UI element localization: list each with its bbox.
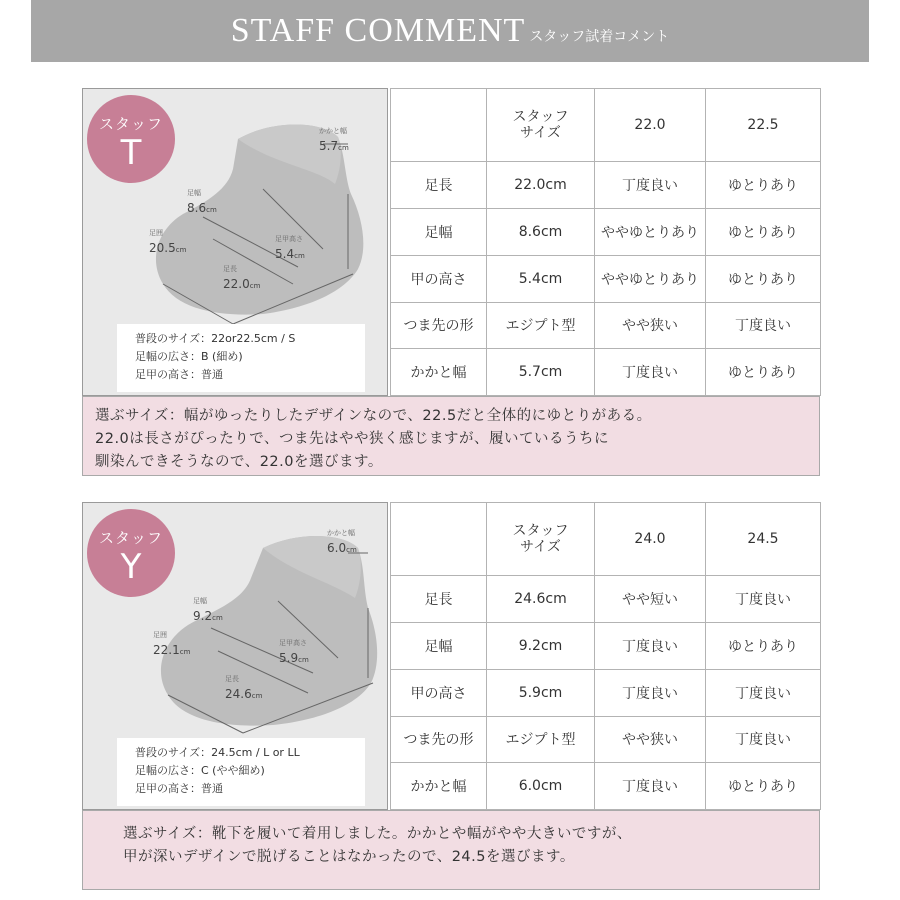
- foot-length-measure: 足長 22.0cm: [223, 265, 261, 291]
- info-line: 足幅の広さ：B (細め): [135, 350, 243, 363]
- table-cell: やや狭い: [595, 716, 706, 763]
- table-cell: 丁度良い: [595, 162, 706, 209]
- row-label: 甲の高さ: [391, 669, 487, 716]
- table-header-cell: スタッフ サイズ: [487, 89, 595, 162]
- info-line: 足幅の広さ：C (やや細め): [135, 764, 265, 777]
- table-row: [391, 349, 821, 396]
- info-line: 普段のサイズ：22or22.5cm / S: [135, 332, 296, 345]
- header-subtitle: スタッフ試着コメント: [529, 29, 670, 45]
- badge-letter: Y: [120, 547, 142, 587]
- table-cell: 丁度良い: [595, 763, 706, 810]
- badge-letter: T: [120, 133, 142, 173]
- table-row: [391, 623, 821, 670]
- row-label: 足幅: [391, 623, 487, 670]
- table-header-cell: [391, 503, 487, 576]
- staff-section-t: [82, 88, 820, 476]
- table-cell: やや狭い: [595, 302, 706, 349]
- table-cell: ややゆとりあり: [595, 255, 706, 302]
- row-label: かかと幅: [391, 763, 487, 810]
- page-header: [31, 0, 869, 62]
- table-cell: 丁度良い: [706, 669, 821, 716]
- table-row: [391, 576, 821, 623]
- table-row: [391, 209, 821, 256]
- table-cell: 丁度良い: [595, 623, 706, 670]
- foot-girth-measure: 足囲 20.5cm: [149, 229, 187, 255]
- table-row: [391, 716, 821, 763]
- table-cell: ややゆとりあり: [595, 209, 706, 256]
- comment-line: 22.0は長さがぴったりで、つま先はやや狭く感じますが、履いているうちに: [95, 431, 609, 447]
- instep-height-measure: 足甲高さ 5.9cm: [279, 639, 309, 665]
- table-header-cell: 24.0: [595, 503, 706, 576]
- table-cell: エジプト型: [487, 302, 595, 349]
- staff-comment: [82, 810, 820, 890]
- row-label: 甲の高さ: [391, 255, 487, 302]
- header-title: STAFF COMMENT: [230, 12, 526, 49]
- table-cell: 24.6cm: [487, 576, 595, 623]
- staff-info-box: [117, 738, 365, 806]
- table-cell: 8.6cm: [487, 209, 595, 256]
- staff-section-y: [82, 502, 820, 890]
- table-cell: 丁度良い: [706, 302, 821, 349]
- table-header-cell: 24.5: [706, 503, 821, 576]
- table-cell: 5.4cm: [487, 255, 595, 302]
- staff-info-box: [117, 324, 365, 392]
- foot-girth-measure: 足囲 22.1cm: [153, 631, 191, 657]
- instep-height-measure: 足甲高さ 5.4cm: [275, 235, 305, 261]
- row-label: かかと幅: [391, 349, 487, 396]
- table-row: [391, 255, 821, 302]
- staff-comment: [82, 396, 820, 476]
- table-cell: 5.9cm: [487, 669, 595, 716]
- fit-table: [390, 88, 821, 396]
- row-label: 足長: [391, 162, 487, 209]
- table-cell: 丁度良い: [706, 576, 821, 623]
- comment-line: 選ぶサイズ：幅がゆったりしたデザインなので、22.5だと全体的にゆとりがある。: [95, 408, 652, 424]
- table-header-cell: [391, 89, 487, 162]
- table-cell: 丁度良い: [595, 669, 706, 716]
- row-label: つま先の形: [391, 302, 487, 349]
- comment-line: 馴染んできそうなので、22.0を選びます。: [95, 454, 383, 470]
- table-row: [391, 669, 821, 716]
- info-line: 普段のサイズ：24.5cm / L or LL: [135, 746, 300, 759]
- table-header-cell: 22.5: [706, 89, 821, 162]
- info-line: 足甲の高さ：普通: [135, 782, 223, 795]
- badge-label: スタッフ: [98, 115, 163, 133]
- table-cell: 丁度良い: [595, 349, 706, 396]
- table-row: [391, 763, 821, 810]
- table-cell: ゆとりあり: [706, 209, 821, 256]
- table-cell: ゆとりあり: [706, 349, 821, 396]
- foot-width-measure: 足幅 8.6cm: [187, 189, 217, 215]
- table-cell: 9.2cm: [487, 623, 595, 670]
- table-cell: ゆとりあり: [706, 763, 821, 810]
- table-cell: 6.0cm: [487, 763, 595, 810]
- fit-table: [390, 502, 821, 810]
- row-label: 足長: [391, 576, 487, 623]
- table-cell: ゆとりあり: [706, 623, 821, 670]
- badge-label: スタッフ: [98, 529, 163, 547]
- table-header-cell: 22.0: [595, 89, 706, 162]
- table-cell: ゆとりあり: [706, 162, 821, 209]
- table-header-cell: スタッフ サイズ: [487, 503, 595, 576]
- foot-measure-area: [82, 502, 388, 810]
- row-label: つま先の形: [391, 716, 487, 763]
- table-cell: ゆとりあり: [706, 255, 821, 302]
- info-line: 足甲の高さ：普通: [135, 368, 223, 381]
- table-row: [391, 302, 821, 349]
- foot-length-measure: 足長 24.6cm: [225, 675, 263, 701]
- table-cell: 22.0cm: [487, 162, 595, 209]
- table-cell: やや短い: [595, 576, 706, 623]
- table-cell: エジプト型: [487, 716, 595, 763]
- comment-line: 甲が深いデザインで脱げることはなかったので、24.5を選びます。: [123, 849, 575, 865]
- heel-width-measure: かかと幅 6.0cm: [327, 529, 357, 555]
- table-row: [391, 162, 821, 209]
- row-label: 足幅: [391, 209, 487, 256]
- foot-measure-area: [82, 88, 388, 396]
- table-cell: 丁度良い: [706, 716, 821, 763]
- table-header-row: [391, 503, 821, 576]
- table-header-row: [391, 89, 821, 162]
- heel-width-measure: かかと幅 5.7cm: [319, 127, 349, 153]
- comment-line: 選ぶサイズ：靴下を履いて着用しました。かかとや幅がやや大きいですが、: [123, 826, 632, 842]
- table-cell: 5.7cm: [487, 349, 595, 396]
- foot-width-measure: 足幅 9.2cm: [193, 597, 223, 623]
